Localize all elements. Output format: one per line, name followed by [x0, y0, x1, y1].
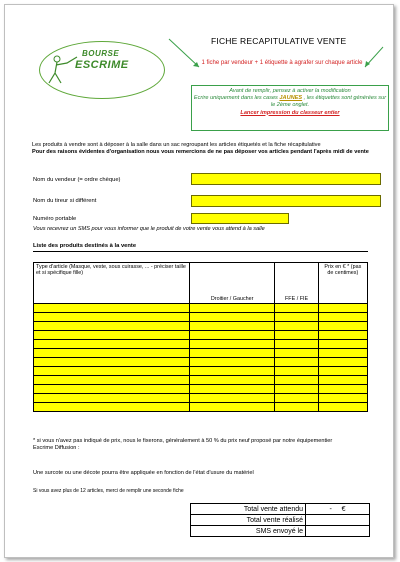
total-realized-label: Total vente réalisé — [191, 515, 306, 526]
phone-label: Numéro portable — [33, 216, 77, 222]
table-row — [34, 340, 368, 349]
notice-line1: Avant de remplir, pensez à activer la modification — [229, 88, 351, 94]
shooter-name-field[interactable] — [191, 195, 381, 207]
intro-line2: Pour des raisons évidentes d'organisation nous vous remercions de ne pas déposer vos articles pendant l'après midi de vente — [32, 149, 369, 155]
logo-line1: BOURSE — [82, 49, 120, 58]
totals-table — [190, 503, 370, 537]
col-type-header: Type d'article (Masque, veste, sous cuirasse, ... - préciser taille et si spécifique fille) — [34, 263, 190, 304]
vendor-name-field[interactable] — [191, 173, 381, 185]
table-header-row — [34, 263, 368, 304]
total-expected-value: - € — [306, 504, 370, 515]
table-row — [34, 304, 368, 313]
page-title: FICHE RECAPITULATIVE VENTE — [211, 36, 347, 46]
total-realized-value[interactable] — [306, 515, 370, 526]
sms-sent-label: SMS envoyé le — [191, 526, 306, 537]
table-row — [34, 403, 368, 412]
table-row — [34, 376, 368, 385]
intro-line1: Les produits à vendre sont à déposer à la salle dans un sac regroupant les articles étiquetés et la fiche récapitulative — [32, 142, 321, 148]
table-row — [34, 385, 368, 394]
price-note: * si vous n'avez pas indiqué de prix, nous le fixerons, généralement à 50 % du prix neuf proposé par notre équipementier Escrime Diffusion : — [33, 438, 333, 451]
table-row — [34, 313, 368, 322]
sms-sent-row — [191, 526, 370, 537]
table-row — [34, 358, 368, 367]
subtitle: 1 fiche par vendeur + 1 étiquette à agrafer sur chaque article — [201, 60, 363, 66]
sms-sent-value[interactable] — [306, 526, 370, 537]
surcharge-note: Une surcote ou une décote pourra être appliquée en fonction de l'état d'usure du matériel — [33, 470, 254, 476]
table-row — [34, 322, 368, 331]
shooter-name-label: Nom du tireur si différent — [33, 198, 97, 204]
col-ffe-header: FFE / FIE — [275, 263, 318, 304]
arrows-icon — [165, 35, 390, 87]
vendor-name-label: Nom du vendeur (= ordre chèque) — [33, 177, 121, 183]
form-sheet — [4, 4, 394, 558]
phone-field[interactable] — [191, 213, 289, 224]
notice-yellow-word: JAUNES — [279, 95, 303, 102]
divider — [33, 251, 368, 252]
total-expected-label: Total vente attendu — [191, 504, 306, 515]
col-price-header: Prix en € * (pas de centimes) — [318, 263, 367, 304]
list-title: Liste des produits destinés à la vente — [33, 243, 137, 249]
total-expected-row — [191, 504, 370, 515]
col-hand-header: Droitier / Gaucher — [189, 263, 275, 304]
fencer-logo-icon — [43, 51, 83, 91]
instructions-box — [191, 85, 389, 131]
table-row — [34, 349, 368, 358]
sms-note: Vous recevrez un SMS pour vous informer que le produit de votre vente vous attend à la salle — [33, 226, 265, 232]
table-row — [34, 367, 368, 376]
notice-print-instruction: Lancer impression du classeur entier — [240, 109, 340, 116]
logo-line2: ESCRIME — [75, 59, 129, 71]
total-realized-row — [191, 515, 370, 526]
items-table — [33, 262, 368, 412]
table-row — [34, 394, 368, 403]
table-row — [34, 331, 368, 340]
more-items-note: Si vous avez plus de 12 articles, merci de remplir une seconde fiche — [33, 488, 184, 494]
notice-line2: Ecrire uniquement dans les cases JAUNES , les étiquettes sont générées sur le 2ème onglet. — [193, 95, 387, 109]
